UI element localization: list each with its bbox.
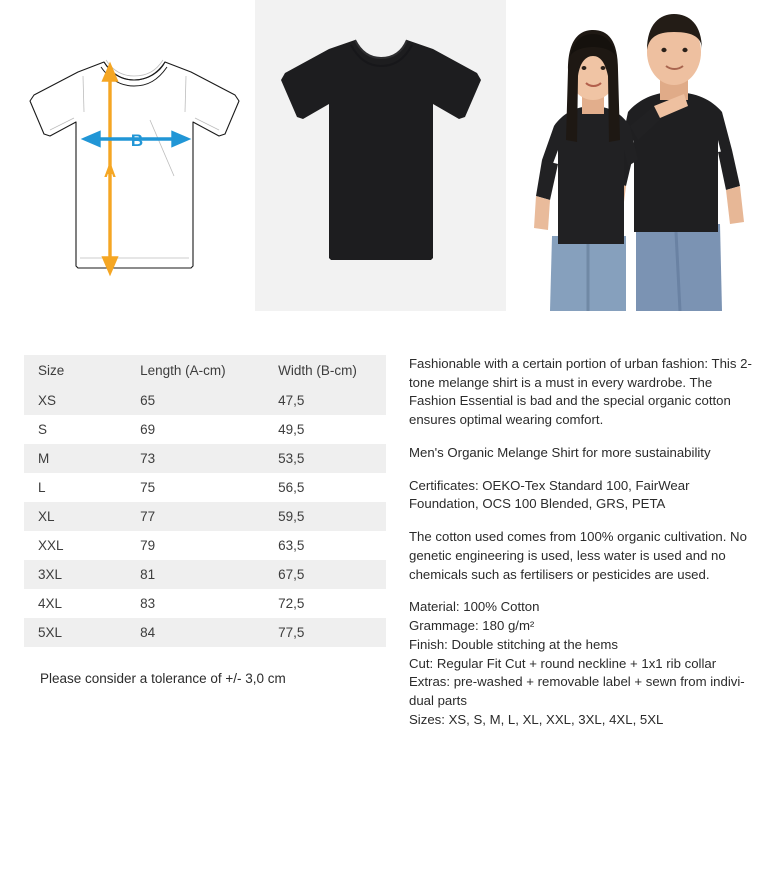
cell-width: 67,5 [264, 560, 386, 589]
cell-width: 59,5 [264, 502, 386, 531]
models-photo-panel [508, 0, 757, 311]
cell-size: XL [24, 502, 126, 531]
cell-width: 49,5 [264, 415, 386, 444]
description-column [386, 355, 756, 729]
width-label: B [130, 131, 144, 150]
cell-width: 72,5 [264, 589, 386, 618]
cell-width: 47,5 [264, 386, 386, 415]
product-image-strip [0, 0, 777, 311]
length-label: A [103, 162, 117, 181]
table-row [24, 589, 386, 618]
black-tshirt-illustration [255, 0, 506, 311]
description-certificates: Certificates: OEKO-Tex Standard 100, FairWear Foundation, OCS 100 Blended, GRS, PETA [409, 477, 690, 512]
size-table-head [24, 355, 386, 386]
header-length: Length (A-cm) [126, 355, 264, 386]
cell-length: 69 [126, 415, 264, 444]
table-row [24, 531, 386, 560]
header-width: Width (B-cm) [264, 355, 386, 386]
cell-length: 75 [126, 473, 264, 502]
description-sustainability: Men's Organic Melange Shirt for more sustainability [409, 444, 711, 460]
table-row [24, 415, 386, 444]
description-intro: Fashionable with a certain portion of urban fashion: This 2-tone melange shirt is a must in every wardrobe. The Fashion Essential is bad and the special organic cotton ensures optimal wearing comfort. [409, 356, 752, 428]
size-table [24, 355, 386, 647]
cell-width: 56,5 [264, 473, 386, 502]
tshirt-measurement-diagram [0, 0, 253, 311]
spec-cut: Cut: Regular Fit Cut + round neckline + 1x1 rib collar [409, 655, 717, 671]
size-table-body [24, 386, 386, 647]
cell-size: 5XL [24, 618, 126, 647]
cell-size: M [24, 444, 126, 473]
table-row [24, 444, 386, 473]
spec-grammage: Grammage: 180 g/m² [409, 618, 535, 634]
product-photo-panel [255, 0, 506, 311]
measurement-diagram-panel [0, 0, 253, 311]
description-cotton: The cotton used comes from 100% organic cultivation. No genetic engineering is used, less water is used and no chemicals such as fertilisers or pesticides are used. [409, 529, 747, 582]
table-row [24, 473, 386, 502]
cell-width: 63,5 [264, 531, 386, 560]
cell-length: 65 [126, 386, 264, 415]
cell-size: XXL [24, 531, 126, 560]
cell-width: 77,5 [264, 618, 386, 647]
table-row [24, 386, 386, 415]
header-size: Size [24, 355, 126, 386]
cell-length: 81 [126, 560, 264, 589]
cell-size: S [24, 415, 126, 444]
spec-extras: Extras: pre-washed + removable label + sewn from indivi-dual parts [409, 674, 745, 709]
table-row [24, 618, 386, 647]
table-row [24, 560, 386, 589]
spec-sizes: Sizes: XS, S, M, L, XL, XXL, 3XL, 4XL, 5XL [409, 711, 664, 727]
spec-finish: Finish: Double stitching at the hems [409, 636, 618, 652]
cell-length: 84 [126, 618, 264, 647]
cell-length: 83 [126, 589, 264, 618]
cell-size: 4XL [24, 589, 126, 618]
cell-size: 3XL [24, 560, 126, 589]
models-wearing-tshirts-photo [508, 0, 757, 311]
cell-length: 79 [126, 531, 264, 560]
cell-width: 53,5 [264, 444, 386, 473]
cell-length: 77 [126, 502, 264, 531]
tolerance-note: Please consider a tolerance of +/- 3,0 cm [40, 671, 286, 686]
cell-size: XS [24, 386, 126, 415]
details-section [0, 355, 777, 729]
table-row [24, 502, 386, 531]
spec-material: Material: 100% Cotton [409, 599, 540, 615]
cell-length: 73 [126, 444, 264, 473]
size-table-column [0, 355, 386, 729]
spec-list [409, 598, 756, 729]
cell-size: L [24, 473, 126, 502]
table-header-row [24, 355, 386, 386]
